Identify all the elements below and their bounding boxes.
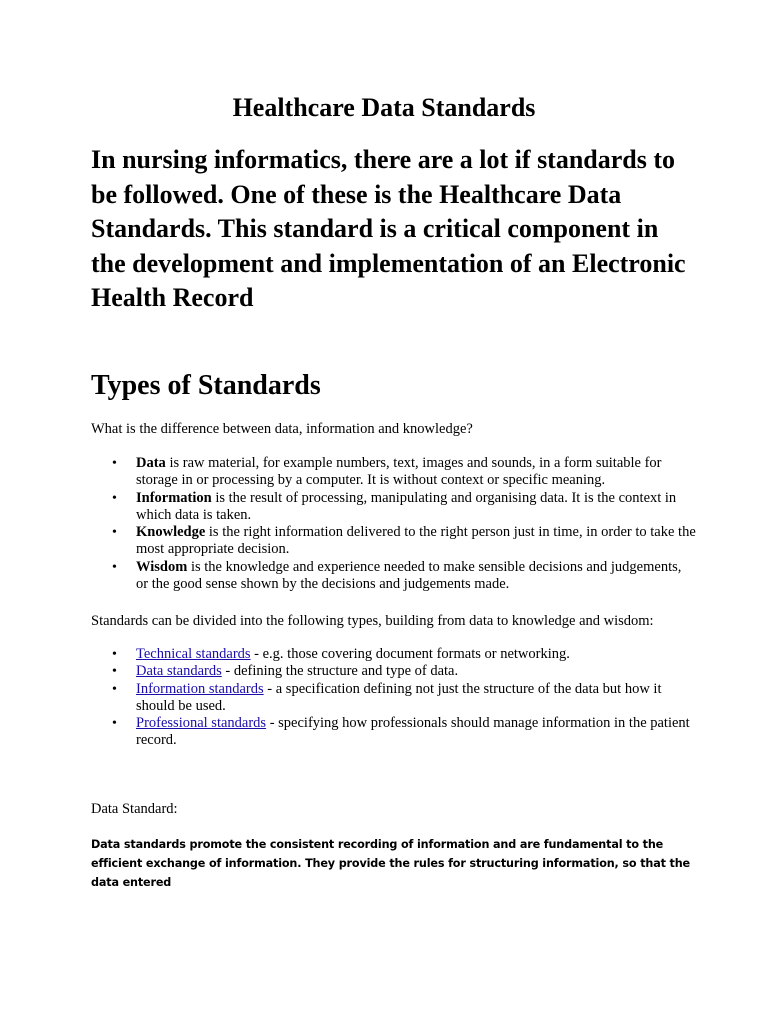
divided-intro-text: Standards can be divided into the following types, building from data to knowledge and wisdom: bbox=[91, 613, 654, 629]
definition-item bbox=[112, 489, 696, 525]
question-text: What is the difference between data, information and knowledge? bbox=[91, 421, 473, 437]
definition-term: Wisdom bbox=[136, 558, 188, 575]
standard-type-item bbox=[112, 646, 696, 663]
data-standard-body: Data standards promote the consistent recording of information and are fundamental to the efficient exchange of information. They provide the rules for structuring information, so that the data entered bbox=[91, 838, 690, 889]
page-title: Healthcare Data Standards bbox=[232, 93, 536, 122]
standard-type-item bbox=[112, 715, 696, 750]
standard-type-item bbox=[112, 663, 696, 680]
definition-term: Knowledge bbox=[136, 524, 206, 541]
bullet-icon: • bbox=[112, 456, 117, 471]
definition-item bbox=[112, 558, 696, 594]
intro-paragraph: In nursing informatics, there are a lot if standards to be followed. One of these is the Healthcare Data Standards. This standard is a critical component in the development and implementation of an Electronic Health Record bbox=[91, 145, 686, 312]
technical-standards-link[interactable]: Technical standards bbox=[136, 646, 251, 662]
types-heading: Types of Standards bbox=[91, 370, 321, 401]
data-standards-link[interactable]: Data standards bbox=[136, 663, 222, 680]
professional-standards-link[interactable]: Professional standards bbox=[136, 715, 267, 732]
bullet-icon: • bbox=[112, 664, 117, 680]
standard-type-item bbox=[112, 680, 696, 716]
information-standards-link[interactable]: Information standards bbox=[136, 680, 264, 697]
bullet-icon: • bbox=[112, 559, 117, 575]
bullet-icon: • bbox=[112, 647, 117, 662]
definition-item bbox=[112, 455, 696, 490]
definition-text: is the result of processing, manipulating and organising data. It is the context in which data is taken. bbox=[136, 489, 677, 523]
data-standard-label: Data Standard: bbox=[91, 801, 178, 817]
definition-text: is raw material, for example numbers, text, images and sounds, in a form suitable for storage in or processing by a computer. It is without context or specific meaning. bbox=[136, 455, 662, 489]
bullet-icon: • bbox=[112, 490, 117, 506]
bullet-icon: • bbox=[112, 681, 117, 697]
standard-type-text: - e.g. those covering document formats or networking. bbox=[250, 646, 570, 662]
definition-text: is the knowledge and experience needed to make sensible decisions and judgements, or the good sense shown by the decisions and judgements made. bbox=[136, 558, 682, 593]
standard-type-text: - specifying how professionals should manage information in the patient record. bbox=[136, 715, 690, 749]
definition-text: is the right information delivered to the right person just in time, in order to take the most appropriate decision. bbox=[136, 524, 696, 558]
definition-term: Information bbox=[136, 489, 212, 506]
standard-type-text: - defining the structure and type of data. bbox=[221, 663, 459, 680]
standard-type-text: - a specification defining not just the structure of the data but how it should be used. bbox=[136, 680, 662, 714]
standard-types-list bbox=[112, 646, 696, 750]
definition-item bbox=[112, 524, 696, 559]
definitions-list bbox=[112, 455, 696, 593]
bullet-icon: • bbox=[112, 716, 117, 732]
bullet-icon: • bbox=[112, 525, 117, 541]
definition-term: Data bbox=[136, 455, 166, 471]
